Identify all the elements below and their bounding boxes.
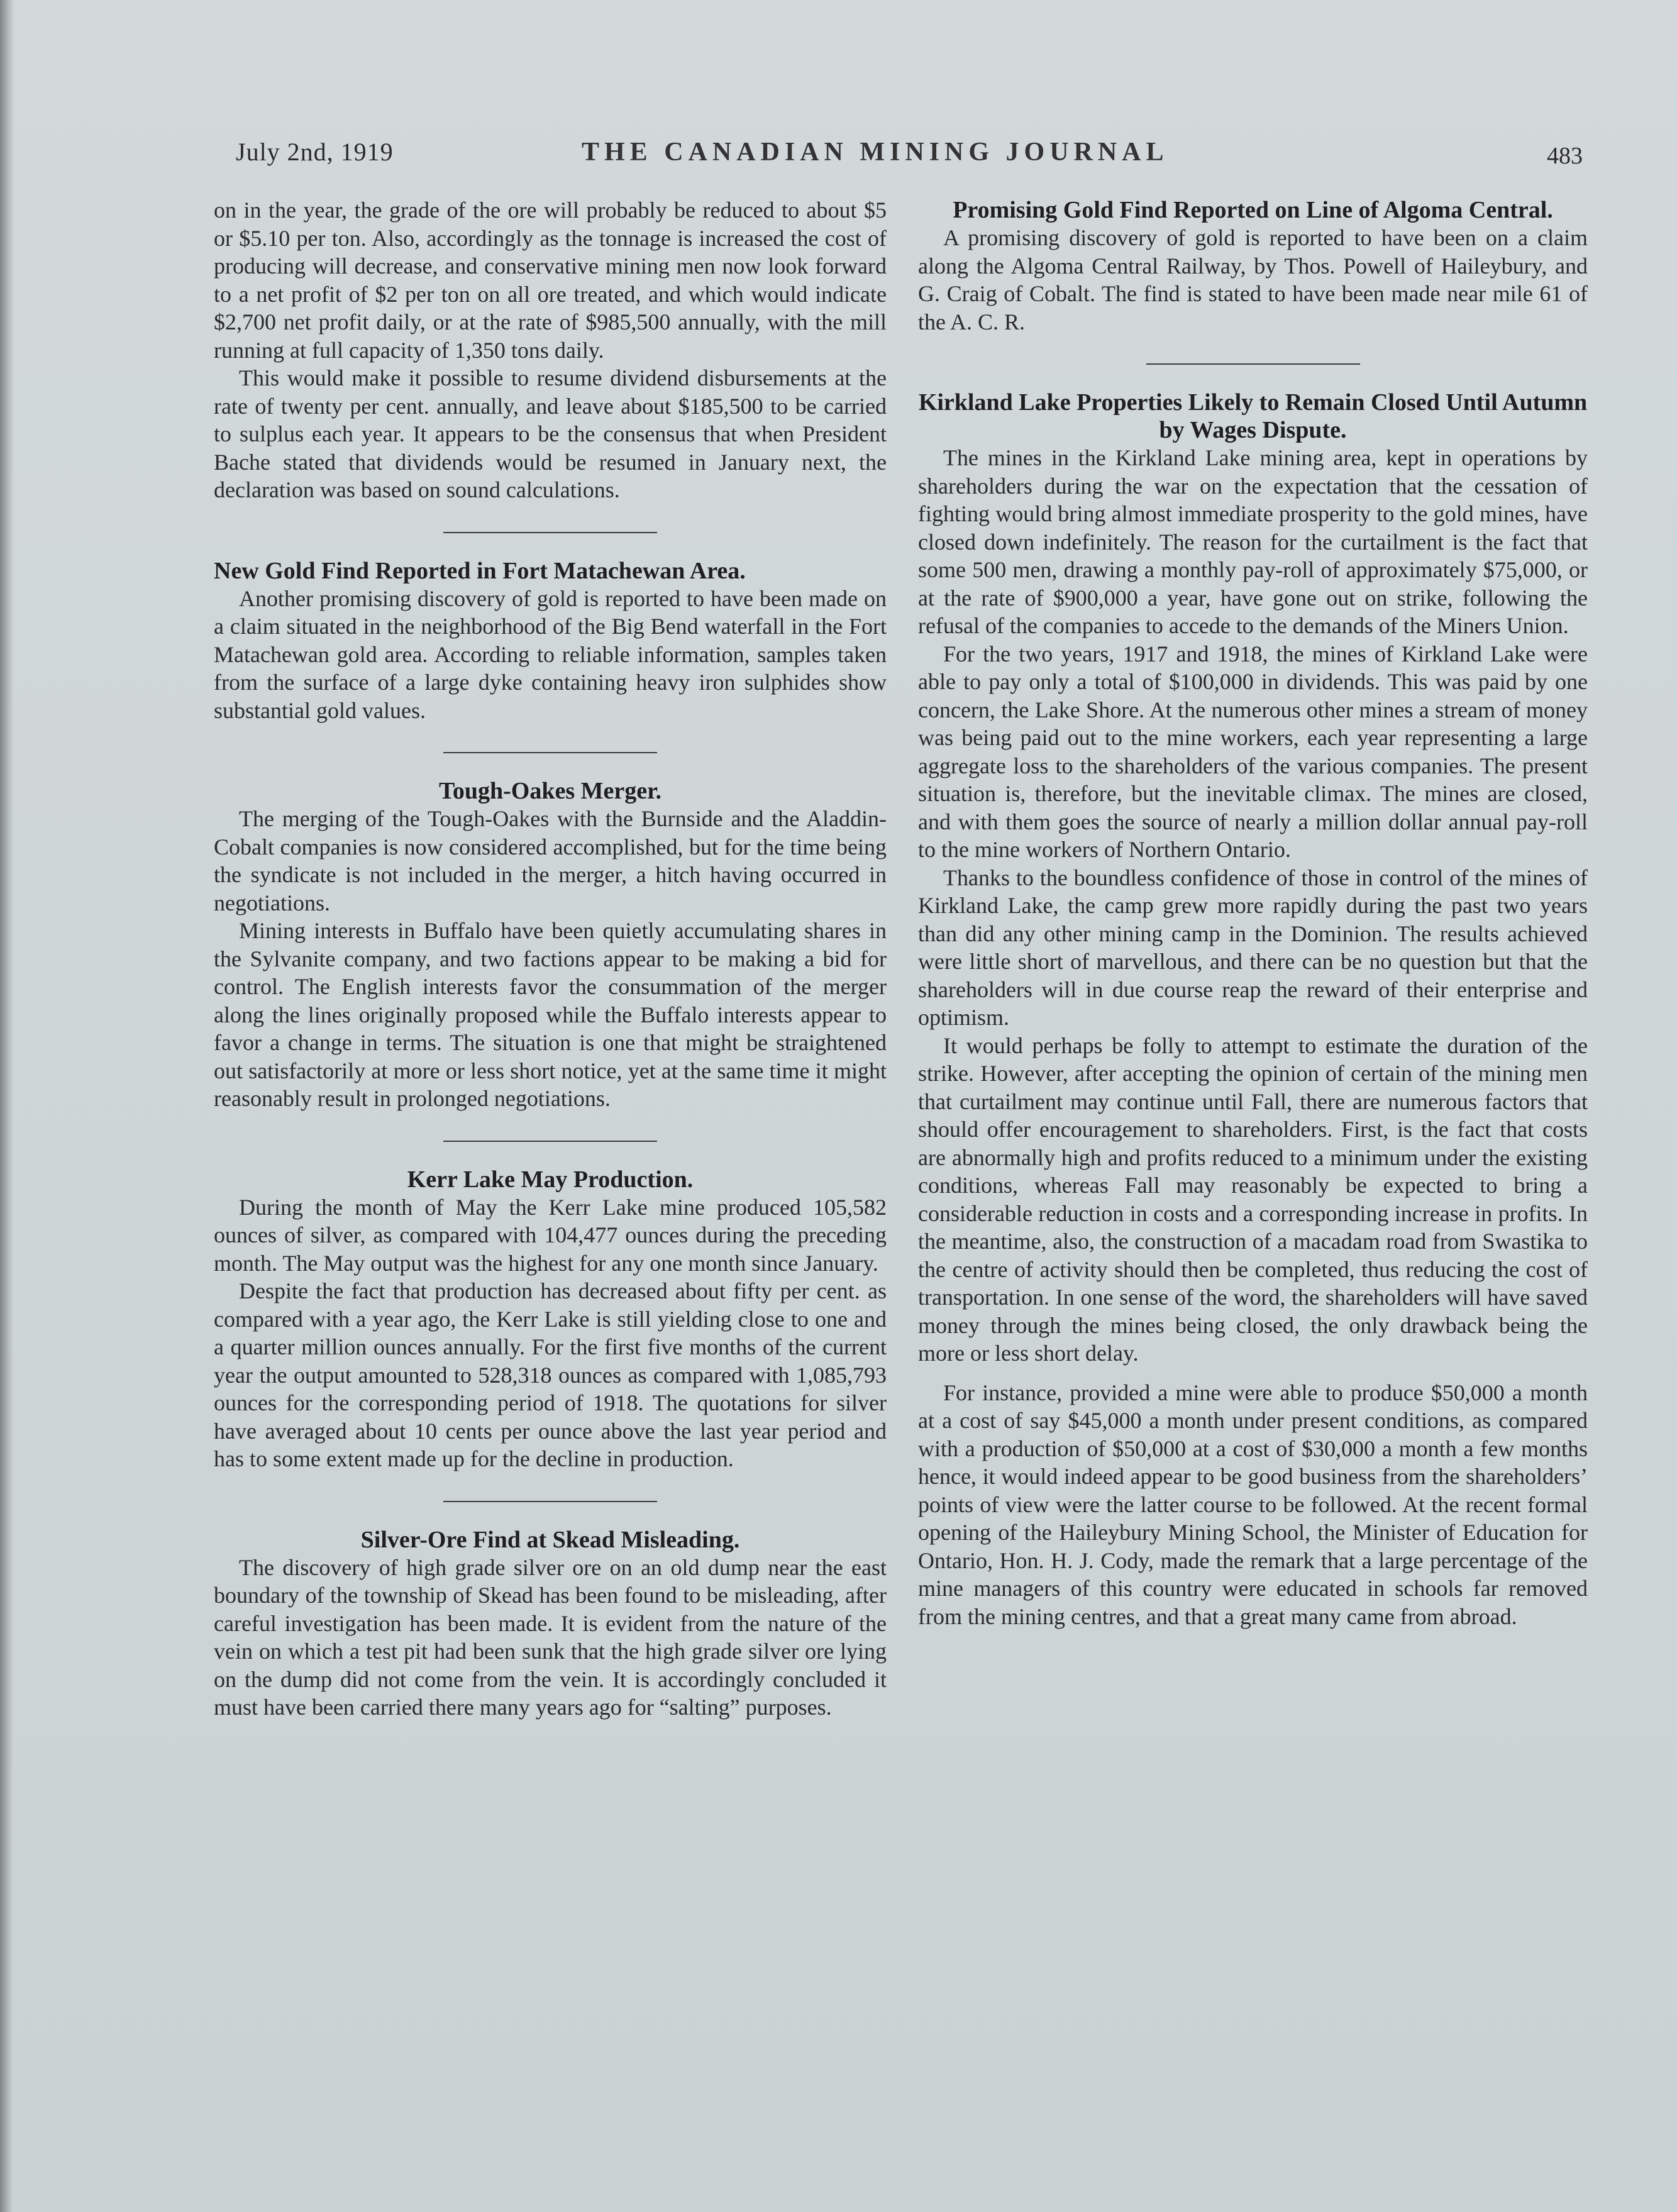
page-binding-edge: [0, 0, 14, 2212]
article-kerr-lake: [214, 1166, 887, 1473]
article-title: Tough-Oakes Merger.: [439, 778, 661, 804]
article-paragraph: Mining interests in Buffalo have been quietly accumulating shares in the Sylvanite company, and two factions appear to be making a bid for control. The English interests favor the consummation of the merger along the lines originally proposed while the Buffalo interests appear to favor a change in terms. The situation is one that might be straightened out satisfactorily at more or less short notice, yet at the same time it might reasonably result in prolonged negotiations.: [214, 918, 887, 1111]
article-matachewan: [214, 557, 887, 725]
article-title: Kerr Lake May Production.: [407, 1166, 694, 1193]
article-continuation-paragraph: on in the year, the grade of the ore will probably be reduced to about $5 or $5.10 per ton. Also, accordingly as the tonnage is increased the cost of producing will decrease, and conservative mining men now look forward to a net profit of $2 per ton on all ore treated, and which would indicate $2,700 net profit daily, or at the rate of $985,500 annually, with the mill running at full capacity of 1,350 tons daily.: [214, 197, 887, 363]
article-title: Promising Gold Find Reported on Line of Algoma Central.: [953, 197, 1553, 223]
article-paragraph: The discovery of high grade silver ore on an old dump near the east boundary of the township of Skead has been found to be misleading, after careful investigation has been made. It is evident from the nature of the vein on which a test pit had been sunk that the high grade silver ore lying on the dump did not come from the vein. It is accordingly concluded it must have been carried there many years ago for “salting” purposes.: [214, 1554, 887, 1720]
issue-date: July 2nd, 1919: [236, 138, 394, 166]
article-paragraph: Despite the fact that production has decreased about fifty per cent. as compared with a year ago, the Kerr Lake is still yielding close to one and a quarter million ounces annually. For the first five months of the current year the output amounted to 528,318 ounces as compared with 1,085,793 ounces for the corresponding period of 1918. The quotations for silver have averaged about 10 cents per ounce above the last year period and has to some extent made up for the decline in production.: [214, 1278, 887, 1471]
right-column: [918, 196, 1588, 1630]
page-number: 483: [1547, 143, 1583, 169]
section-divider: [443, 1141, 657, 1142]
article-title: New Gold Find Reported in Fort Matachewan Area.: [214, 557, 746, 584]
article-paragraph: For instance, provided a mine were able to produce $50,000 a month at a cost of say $45,000 a month under present conditions, as compared with a production of $50,000 at a cost of $30,000 a month a few months hence, it would indeed appear to be good business from the shareholders’ points of view were the latter course to be followed. At the recent formal opening of the Haileybury Mining School, the Minister of Education for Ontario, Hon. H. J. Cody, made the remark that a large percentage of the mine managers of this country were educated in schools far removed from the mining centres, and that a great many came from abroad.: [918, 1380, 1588, 1629]
article-paragraph: For the two years, 1917 and 1918, the mines of Kirkland Lake were able to pay only a total of $100,000 in dividends. This was paid by one concern, the Lake Shore. At the numerous other mines a stream of money was being paid out to the mine workers, each year representing a large aggregate loss to the shareholders of the various companies. The present situation is, therefore, but the inevitable climax. The mines are closed, and with them goes the source of nearly a million dollar annual pay-roll to the mine workers of Northern Ontario.: [918, 641, 1588, 862]
page-header: [0, 137, 1677, 175]
section-divider: [1146, 363, 1360, 365]
section-divider: [443, 532, 657, 533]
article-paragraph: During the month of May the Kerr Lake mine produced 105,582 ounces of silver, as compared with 104,477 ounces during the preceding month. The May output was the highest for any one month since January.: [214, 1194, 887, 1276]
article-title: Kirkland Lake Properties Likely to Remain Closed Until Autumn by Wages Dispute.: [918, 389, 1588, 443]
article-paragraph: A promising discovery of gold is reported to have been on a claim along the Algoma Central Railway, by Thos. Powell of Haileybury, and G. Craig of Cobalt. The find is stated to have been made near mile 61 of the A. C. R.: [918, 225, 1588, 335]
article-paragraph: Thanks to the boundless confidence of those in control of the mines of Kirkland Lake, the camp grew more rapidly during the past two years than did any other mining camp in the Dominion. The results achieved were little short of marvellous, and there can be no question but that the shareholders will in due course reap the reward of their enterprise and optimism.: [918, 865, 1588, 1030]
article-paragraph: Another promising discovery of gold is reported to have been made on a claim situated in the neighborhood of the Big Bend waterfall in the Fort Matachewan gold area. According to reliable information, samples taken from the surface of a large dyke containing heavy iron sulphides show substantial gold values.: [214, 585, 887, 723]
article-tough-oakes: [214, 777, 887, 1113]
article-paragraph: The merging of the Tough-Oakes with the Burnside and the Aladdin-Cobalt companies is now considered accomplished, but for the time being the syndicate is not included in the merger, a hitch having occurred in negotiations.: [214, 806, 887, 915]
article-skead: [214, 1526, 887, 1722]
article-paragraph: It would perhaps be folly to attempt to estimate the duration of the strike. However, after accepting the opinion of certain of the mining men that curtailment may continue until Fall, there are numerous factors that should offer encouragement to shareholders. First, is the fact that costs are abnormally high and profits reduced to a minimum under the existing conditions, whereas Fall may reasonably be expected to bring a considerable reduction in costs and a corresponding increase in profits. In the meantime, also, the construction of a macadam road from Swastika to the centre of activity should then be completed, thus reducing the cost of transportation. In one sense of the word, the shareholders will have saved money through the mines being closed, the only drawback being the more or less short delay.: [918, 1032, 1588, 1366]
article-title: Silver-Ore Find at Skead Misleading.: [360, 1526, 740, 1553]
article-algoma: [918, 196, 1588, 336]
section-divider: [443, 752, 657, 753]
journal-title: THE CANADIAN MINING JOURNAL: [582, 138, 1169, 167]
section-divider: [443, 1501, 657, 1502]
left-column: [214, 196, 887, 1722]
article-continuation-paragraph: This would make it possible to resume dividend disbursements at the rate of twenty per cent. annually, and leave about $185,500 to be carried to sulplus each year. It appears to be the consensus that when President Bache stated that dividends would be resumed in January next, the declaration was based on sound calculations.: [214, 365, 887, 502]
article-paragraph: The mines in the Kirkland Lake mining area, kept in operations by shareholders during the war on the expectation that the cessation of fighting would bring almost immediate prosperity to the gold mines, have closed down indefinitely. The reason for the curtailment is the fact that some 500 men, drawing a monthly pay-roll of approximately $75,000, or at the rate of $900,000 a year, have gone out on strike, following the refusal of the companies to accede to the demands of the Miners Union.: [918, 445, 1588, 638]
article-kirkland: [918, 389, 1588, 1630]
